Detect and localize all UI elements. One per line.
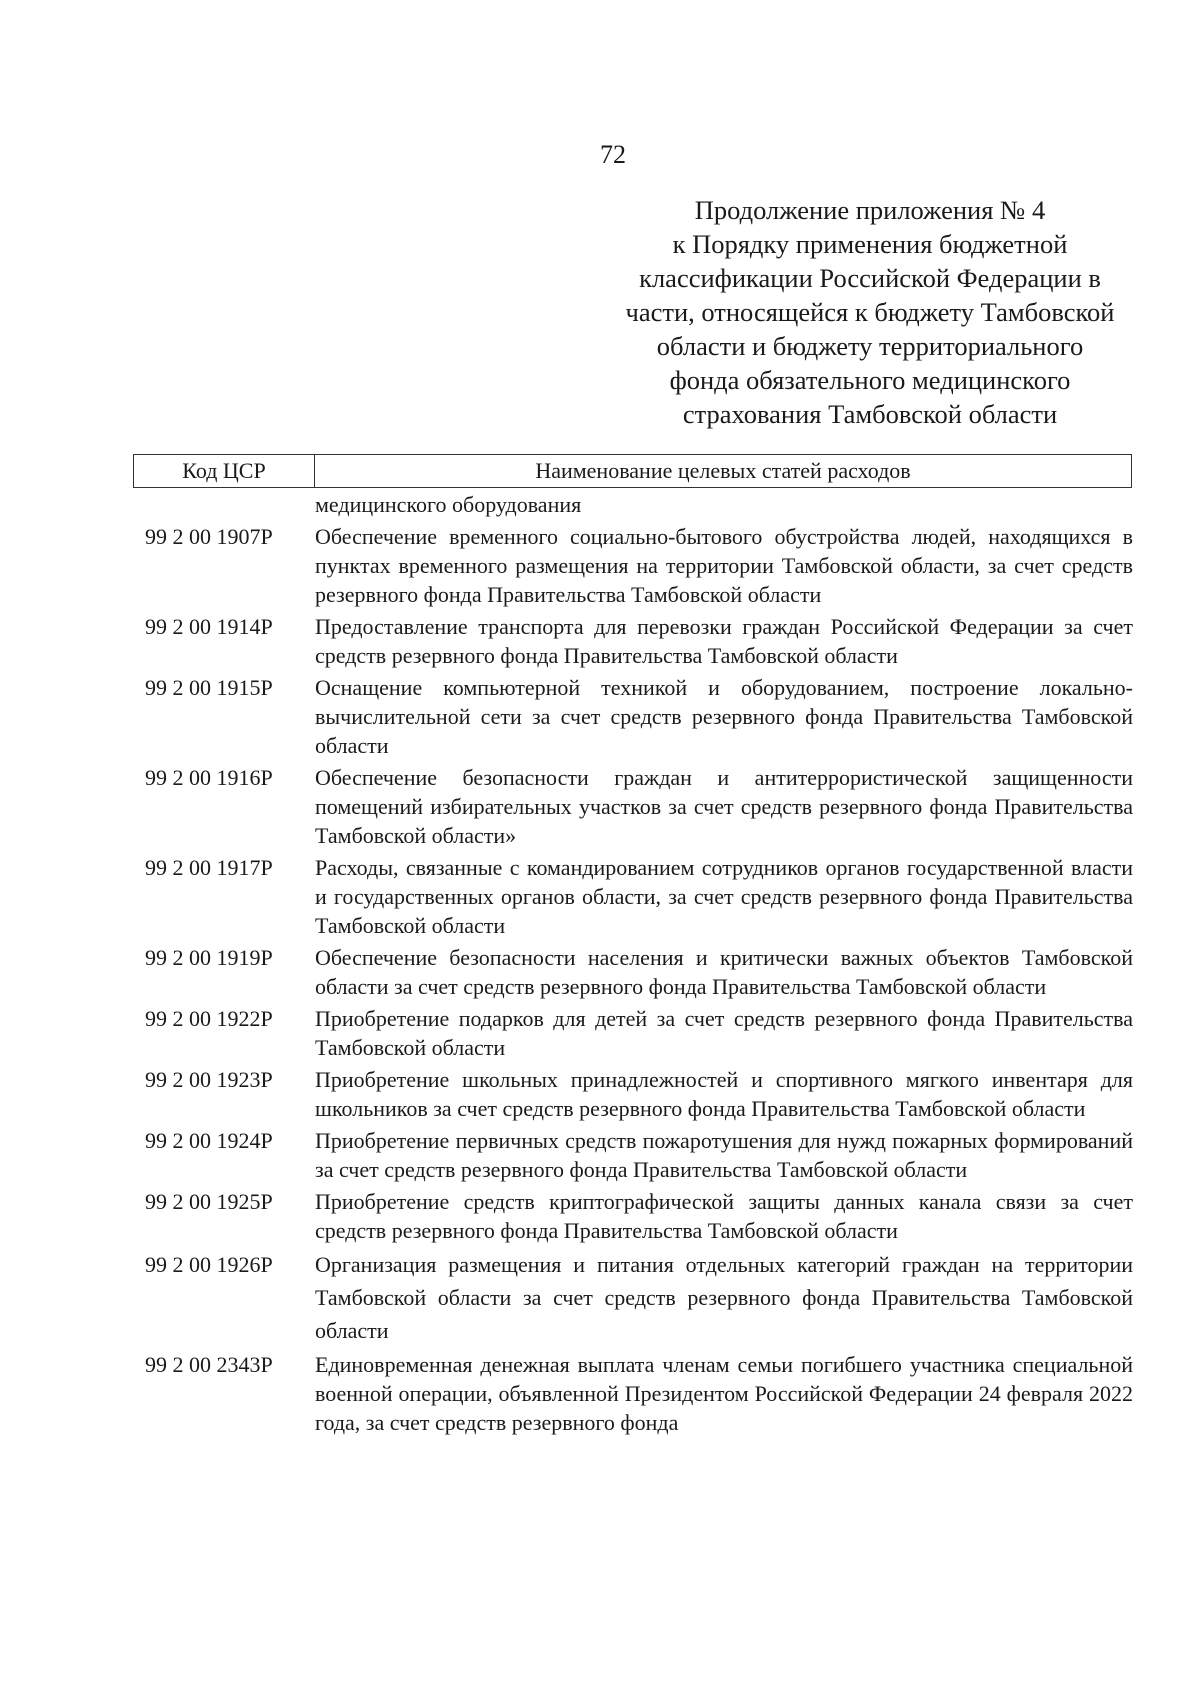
row-code: 99 2 00 1926Р (145, 1252, 273, 1277)
row-name: Обеспечение безопасности населения и критически важных объектов Тамбовской области за счет средств резервного фонда Правительства Тамбовской области (315, 945, 1133, 999)
row-code: 99 2 00 1923Р (145, 1067, 273, 1092)
row-code: 99 2 00 1907Р (145, 524, 273, 549)
row-code: 99 2 00 1922Р (145, 1006, 273, 1031)
table-row (145, 853, 1133, 940)
table-row (145, 1350, 1133, 1437)
table-row (145, 1126, 1133, 1184)
table-row (145, 763, 1133, 850)
row-code: 99 2 00 1919Р (145, 945, 273, 970)
appendix-header (600, 193, 1140, 431)
table-row (145, 1065, 1133, 1123)
row-name: Приобретение первичных средств пожаротушения для нужд пожарных формирований за счет средств резервного фонда Правительства Тамбовской области (315, 1128, 1133, 1182)
row-name: Приобретение школьных принадлежностей и спортивного мягкого инвентаря для школьников за счет средств резервного фонда Правительства Тамбовской области (315, 1067, 1133, 1121)
table-body (145, 490, 1133, 1440)
row-name: Обеспечение безопасности граждан и антитеррористической защищенности помещений избирательных участков за счет средств резервного фонда Правительства Тамбовской области» (315, 765, 1133, 848)
table-row (145, 612, 1133, 670)
table-header (133, 454, 1132, 488)
row-code: 99 2 00 1925Р (145, 1189, 273, 1214)
header-code: Код ЦСР (134, 455, 315, 487)
header-name: Наименование целевых статей расходов (535, 458, 911, 483)
appendix-line: страхования Тамбовской области (682, 399, 1058, 429)
row-code: 99 2 00 1916Р (145, 765, 273, 790)
table-row (145, 1248, 1133, 1347)
row-name: Предоставление транспорта для перевозки граждан Российской Федерации за счет средств резервного фонда Правительства Тамбовской области (315, 614, 1133, 668)
row-name: Приобретение подарков для детей за счет средств резервного фонда Правительства Тамбовской области (315, 1006, 1133, 1060)
table-row-continuation (145, 490, 1133, 519)
page-number: 72 (600, 140, 626, 169)
appendix-line: части, относящейся к бюджету Тамбовской (625, 297, 1115, 327)
appendix-line: Продолжение приложения № 4 (694, 195, 1046, 225)
row-code: 99 2 00 1917Р (145, 855, 273, 880)
row-code: 99 2 00 1924Р (145, 1128, 273, 1153)
row-code: 99 2 00 1914Р (145, 614, 273, 639)
appendix-line: классификации Российской Федерации в (639, 263, 1101, 293)
row-name: Организация размещения и питания отдельных категорий граждан на территории Тамбовской области за счет средств резервного фонда Правительства Тамбовской области (315, 1252, 1133, 1343)
table-row (145, 1004, 1133, 1062)
row-name: Оснащение компьютерной техникой и оборудованием, построение локально-вычислительной сети за счет средств резервного фонда Правительства Тамбовской области (315, 675, 1133, 758)
row-code: 99 2 00 2343Р (145, 1352, 273, 1377)
row-name: Обеспечение временного социально-бытового обустройства людей, находящихся в пунктах временного размещения на территории Тамбовской области, за счет средств резервного фонда Правительства Тамбовской области (315, 524, 1133, 607)
table-row (145, 943, 1133, 1001)
table-row (145, 1187, 1133, 1245)
row-code: 99 2 00 1915Р (145, 675, 273, 700)
table-row (145, 673, 1133, 760)
row-name: Приобретение средств криптографической защиты данных канала связи за счет средств резервного фонда Правительства Тамбовской области (315, 1189, 1133, 1243)
appendix-line: области и бюджету территориального (656, 331, 1084, 361)
continuation-text: медицинского оборудования (315, 492, 582, 517)
appendix-line: к Порядку применения бюджетной (672, 229, 1068, 259)
row-name: Расходы, связанные с командированием сотрудников органов государственной власти и государственных органов области, за счет средств резервного фонда Правительства Тамбовской области (315, 855, 1133, 938)
row-name: Единовременная денежная выплата членам семьи погибшего участника специальной военной операции, объявленной Президентом Российской Федерации 24 февраля 2022 года, за счет средств резервного фонда (315, 1352, 1133, 1435)
appendix-line: фонда обязательного медицинского (669, 365, 1071, 395)
table-row (145, 522, 1133, 609)
